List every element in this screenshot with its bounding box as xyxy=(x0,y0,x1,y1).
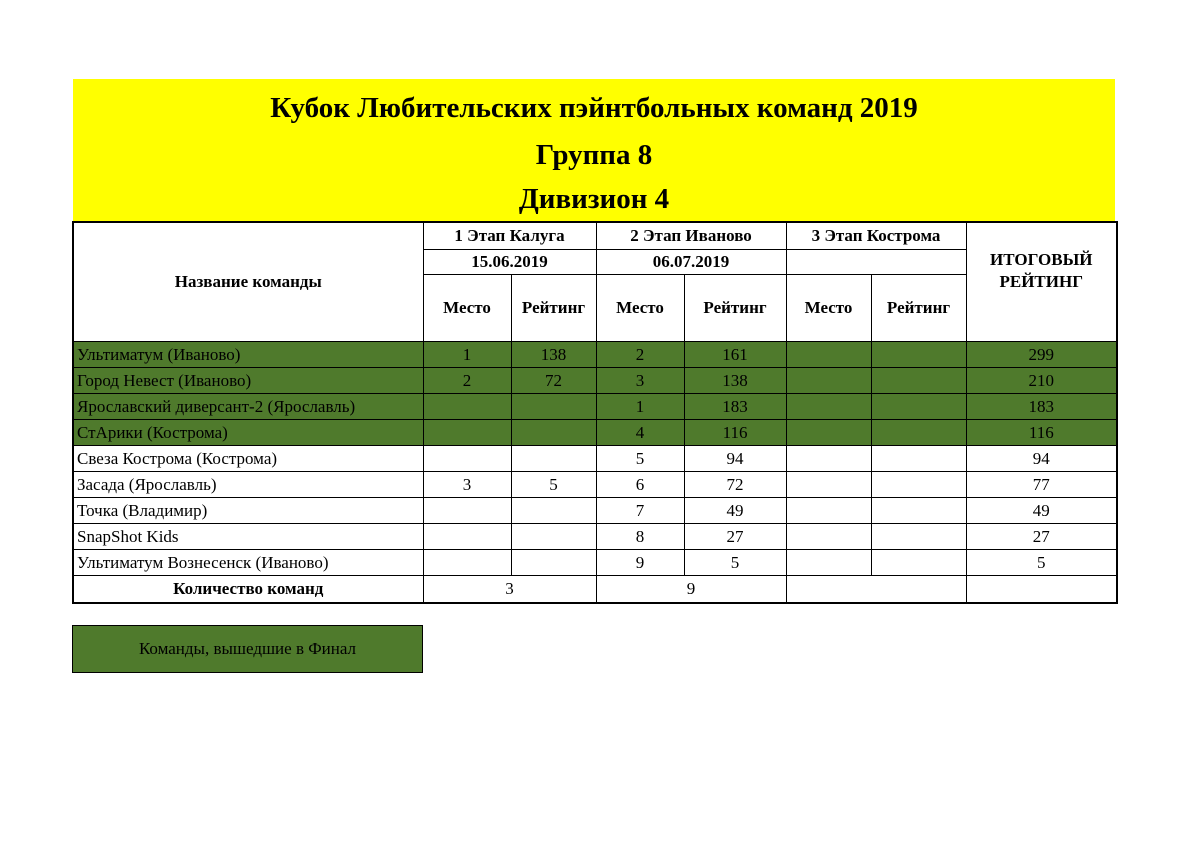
header-stage-3-rating: Рейтинг xyxy=(871,275,966,342)
team-name: Город Невест (Иваново) xyxy=(73,368,423,394)
stage-2-place: 8 xyxy=(596,524,684,550)
division-title: Дивизион 4 xyxy=(518,183,670,215)
stage-1-place xyxy=(423,550,511,576)
table-row xyxy=(73,524,1117,550)
stage-3-place xyxy=(786,420,871,446)
stage-2-place: 6 xyxy=(596,472,684,498)
header-stage-1-place: Место xyxy=(423,275,511,342)
header-stage-3-date xyxy=(786,250,966,275)
team-name: SnapShot Kids xyxy=(73,524,423,550)
stage-1-rating: 138 xyxy=(511,342,596,368)
stage-2-rating: 49 xyxy=(684,498,786,524)
stage-1-place xyxy=(423,498,511,524)
header-total-rating: ИТОГОВЫЙ РЕЙТИНГ xyxy=(966,222,1117,342)
stage-1-place: 3 xyxy=(423,472,511,498)
team-name: СтАрики (Кострома) xyxy=(73,420,423,446)
cup-title: Кубок Любительских пэйнтбольных команд 2019 xyxy=(270,92,918,124)
stage-2-place: 9 xyxy=(596,550,684,576)
stage-3-place xyxy=(786,446,871,472)
header-stage-2-date: 06.07.2019 xyxy=(596,250,786,275)
title-banner xyxy=(73,79,1115,221)
header-stage-3-place: Место xyxy=(786,275,871,342)
team-name: Свеза Кострома (Кострома) xyxy=(73,446,423,472)
stage-2-rating: 183 xyxy=(684,394,786,420)
team-name: Ярославский диверсант-2 (Ярославль) xyxy=(73,394,423,420)
table-row xyxy=(73,446,1117,472)
stage-2-place: 7 xyxy=(596,498,684,524)
stage-3-team-count xyxy=(786,576,966,604)
total-rating: 77 xyxy=(966,472,1117,498)
stage-1-place xyxy=(423,420,511,446)
total-rating: 210 xyxy=(966,368,1117,394)
total-rating: 49 xyxy=(966,498,1117,524)
header-stage-2-place: Место xyxy=(596,275,684,342)
stage-3-place xyxy=(786,524,871,550)
stage-1-rating: 72 xyxy=(511,368,596,394)
total-rating: 299 xyxy=(966,342,1117,368)
stage-2-place: 1 xyxy=(596,394,684,420)
table-row xyxy=(73,420,1117,446)
total-rating: 5 xyxy=(966,550,1117,576)
total-team-count xyxy=(966,576,1117,604)
header-stage-2: 2 Этап Иваново xyxy=(596,222,786,250)
stage-2-place: 2 xyxy=(596,342,684,368)
standings-table xyxy=(72,221,1118,604)
table-row xyxy=(73,368,1117,394)
stage-3-place xyxy=(786,368,871,394)
table-row xyxy=(73,550,1117,576)
stage-1-rating xyxy=(511,550,596,576)
team-name: Ультиматум (Иваново) xyxy=(73,342,423,368)
group-title: Группа 8 xyxy=(535,139,653,171)
team-count-label: Количество команд xyxy=(73,576,423,604)
stage-2-rating: 27 xyxy=(684,524,786,550)
team-name: Точка (Владимир) xyxy=(73,498,423,524)
team-count-row xyxy=(73,576,1117,604)
stage-3-rating xyxy=(871,472,966,498)
stage-2-rating: 116 xyxy=(684,420,786,446)
stage-3-rating xyxy=(871,446,966,472)
stage-2-place: 5 xyxy=(596,446,684,472)
stage-2-rating: 138 xyxy=(684,368,786,394)
stage-3-place xyxy=(786,472,871,498)
stage-1-rating xyxy=(511,524,596,550)
stage-1-team-count: 3 xyxy=(423,576,596,604)
stage-1-place: 1 xyxy=(423,342,511,368)
header-stage-2-rating: Рейтинг xyxy=(684,275,786,342)
stage-2-place: 3 xyxy=(596,368,684,394)
stage-3-rating xyxy=(871,342,966,368)
stage-1-rating: 5 xyxy=(511,472,596,498)
total-rating: 27 xyxy=(966,524,1117,550)
table-row xyxy=(73,342,1117,368)
stage-3-rating xyxy=(871,524,966,550)
table-row xyxy=(73,472,1117,498)
table-row xyxy=(73,394,1117,420)
stage-2-rating: 72 xyxy=(684,472,786,498)
stage-2-team-count: 9 xyxy=(596,576,786,604)
stage-2-place: 4 xyxy=(596,420,684,446)
stage-3-place xyxy=(786,394,871,420)
stage-3-rating xyxy=(871,368,966,394)
stage-1-rating xyxy=(511,498,596,524)
stage-2-rating: 161 xyxy=(684,342,786,368)
stage-1-rating xyxy=(511,420,596,446)
table-row xyxy=(73,498,1117,524)
header-stage-3: 3 Этап Кострома xyxy=(786,222,966,250)
total-rating: 94 xyxy=(966,446,1117,472)
stage-1-place xyxy=(423,524,511,550)
header-team-name: Название команды xyxy=(73,222,423,342)
team-name: Ультиматум Вознесенск (Иваново) xyxy=(73,550,423,576)
stage-3-place xyxy=(786,342,871,368)
stage-2-rating: 94 xyxy=(684,446,786,472)
stage-1-place: 2 xyxy=(423,368,511,394)
total-rating: 116 xyxy=(966,420,1117,446)
header-stage-1-rating: Рейтинг xyxy=(511,275,596,342)
header-stage-1-date: 15.06.2019 xyxy=(423,250,596,275)
stage-3-rating xyxy=(871,420,966,446)
stage-1-place xyxy=(423,394,511,420)
stage-3-rating xyxy=(871,394,966,420)
stage-3-rating xyxy=(871,498,966,524)
stage-3-rating xyxy=(871,550,966,576)
finalists-legend: Команды, вышедшие в Финал xyxy=(72,625,423,673)
team-name: Засада (Ярославль) xyxy=(73,472,423,498)
header-stage-1: 1 Этап Калуга xyxy=(423,222,596,250)
stage-3-place xyxy=(786,550,871,576)
stage-1-place xyxy=(423,446,511,472)
stage-1-rating xyxy=(511,446,596,472)
stage-3-place xyxy=(786,498,871,524)
stage-1-rating xyxy=(511,394,596,420)
stage-2-rating: 5 xyxy=(684,550,786,576)
total-rating: 183 xyxy=(966,394,1117,420)
